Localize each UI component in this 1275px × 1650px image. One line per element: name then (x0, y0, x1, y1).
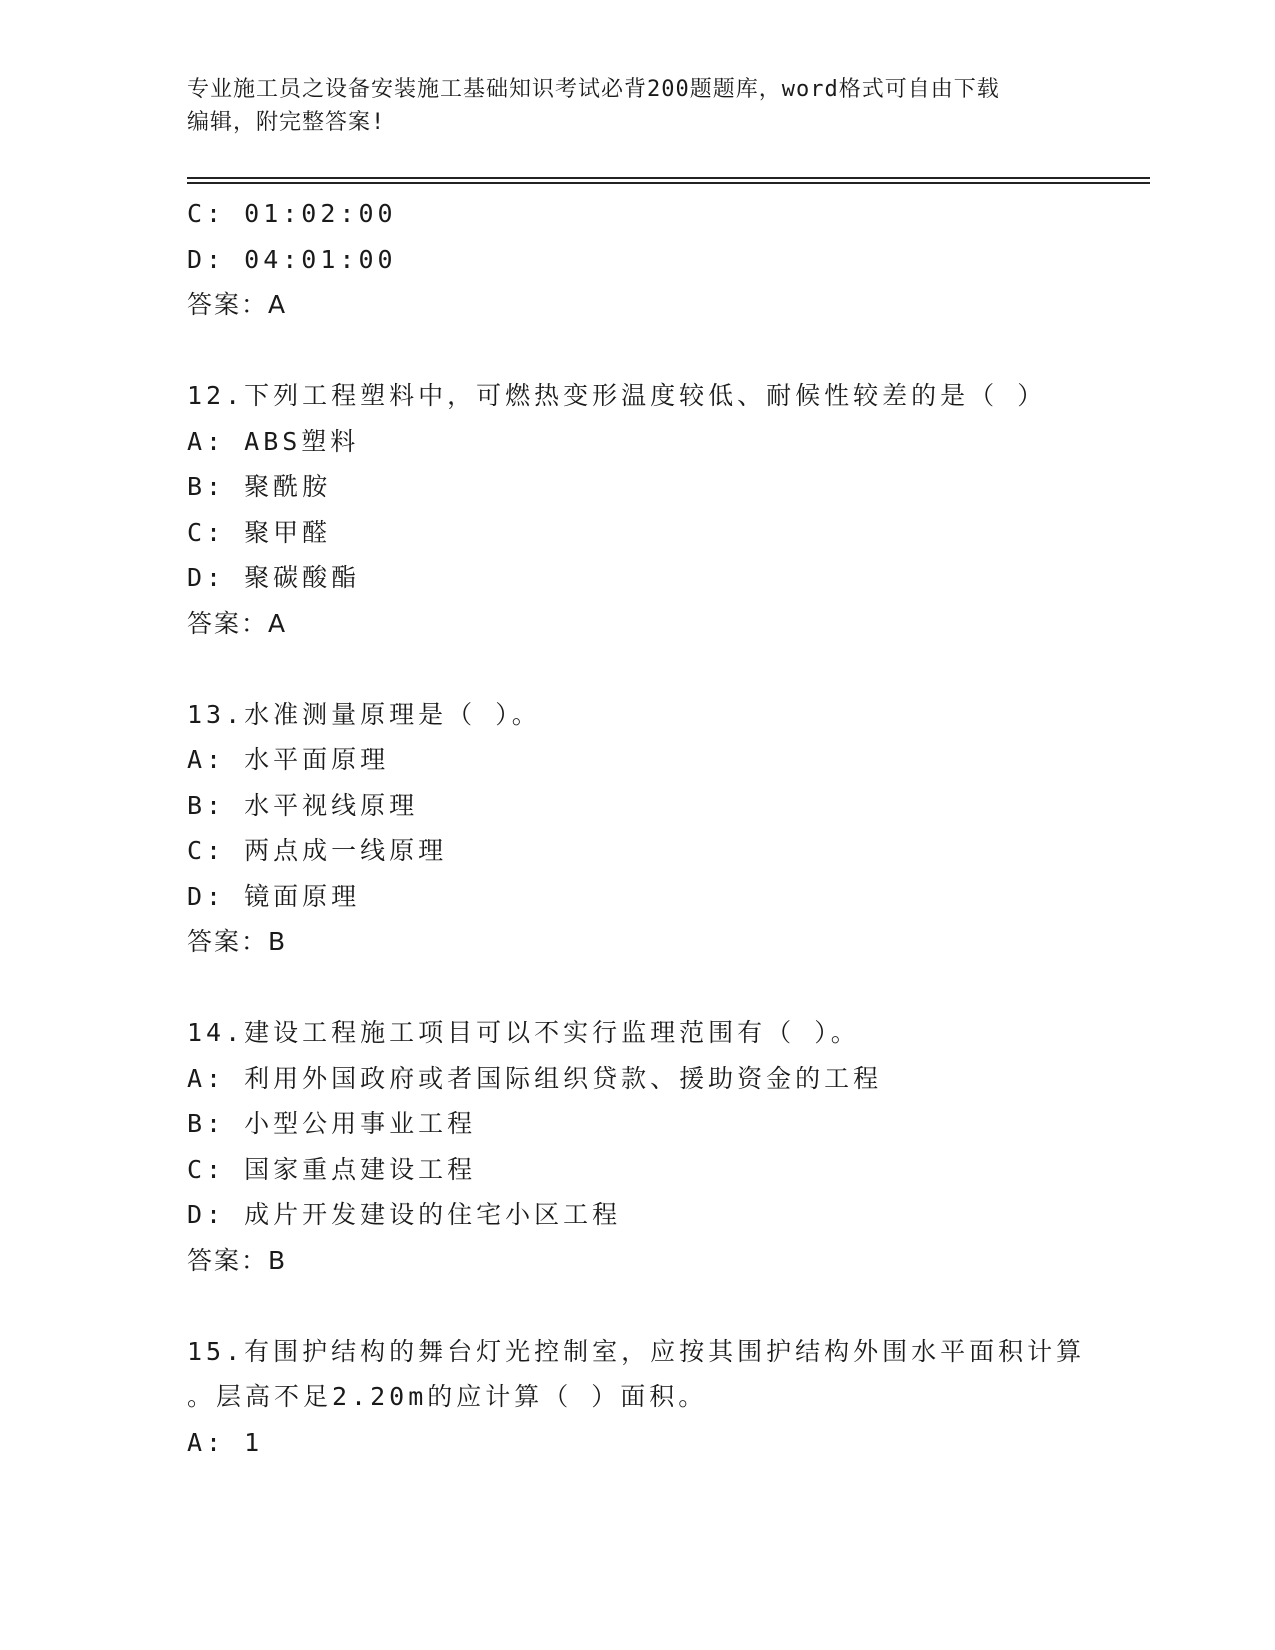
question-spacer (187, 1283, 1087, 1329)
answer-line: 答案：A (187, 290, 288, 319)
option-a: A: ABS塑料 (187, 426, 360, 456)
question-stem: 14.建设工程施工项目可以不实行监理范围有（ ）。 (187, 1018, 860, 1047)
option-a: A: 1 (187, 1427, 264, 1457)
header-divider-top (187, 177, 1150, 179)
question-stem-line-1: 15.有围护结构的舞台灯光控制室，应按其围护结构外围水平面积计算 (187, 1336, 1086, 1366)
question-stem-line-2: 。层高不足2.20m的应计算（ ）面积。 (187, 1382, 708, 1411)
question-block-13 (187, 692, 1087, 965)
question-stem: 13.水准测量原理是（ ）。 (187, 699, 541, 729)
question-spacer (187, 965, 1087, 1011)
option-a: A: 水平面原理 (187, 745, 390, 774)
header-title-line-1: 专业施工员之设备安装施工基础知识考试必背200题题库，word格式可自由下载 (187, 77, 1000, 102)
document-header (187, 73, 1087, 139)
option-b: B: 聚酰胺 (187, 472, 332, 501)
question-block-15 (187, 1329, 1087, 1466)
option-c: C: 01:02:00 (187, 199, 397, 228)
answer-line: 答案：B (187, 1245, 288, 1275)
answer-line: 答案：A (187, 608, 288, 638)
option-c: C: 两点成一线原理 (187, 836, 448, 865)
header-title-line-2: 编辑，附完整答案! (187, 110, 386, 135)
question-spacer (187, 328, 1087, 374)
option-c: C: 国家重点建设工程 (187, 1154, 477, 1184)
question-list (187, 191, 1087, 1465)
option-b: B: 小型公用事业工程 (187, 1109, 477, 1138)
option-c: C: 聚甲醛 (187, 517, 332, 547)
option-a: A: 利用外国政府或者国际组织贷款、援助资金的工程 (187, 1063, 883, 1093)
question-block-11-tail (187, 191, 1087, 328)
option-d: D: 成片开发建设的住宅小区工程 (187, 1200, 622, 1229)
header-divider-bottom (187, 182, 1150, 184)
option-b: B: 水平视线原理 (187, 790, 419, 820)
answer-line: 答案：B (187, 927, 288, 956)
option-d: D: 04:01:00 (187, 244, 397, 274)
question-block-14 (187, 1010, 1087, 1283)
question-block-12 (187, 373, 1087, 646)
option-d: D: 聚碳酸酯 (187, 563, 361, 592)
question-spacer (187, 646, 1087, 692)
option-d: D: 镜面原理 (187, 881, 361, 911)
question-stem: 12.下列工程塑料中，可燃热变形温度较低、耐候性较差的是（ ） (187, 381, 1047, 410)
